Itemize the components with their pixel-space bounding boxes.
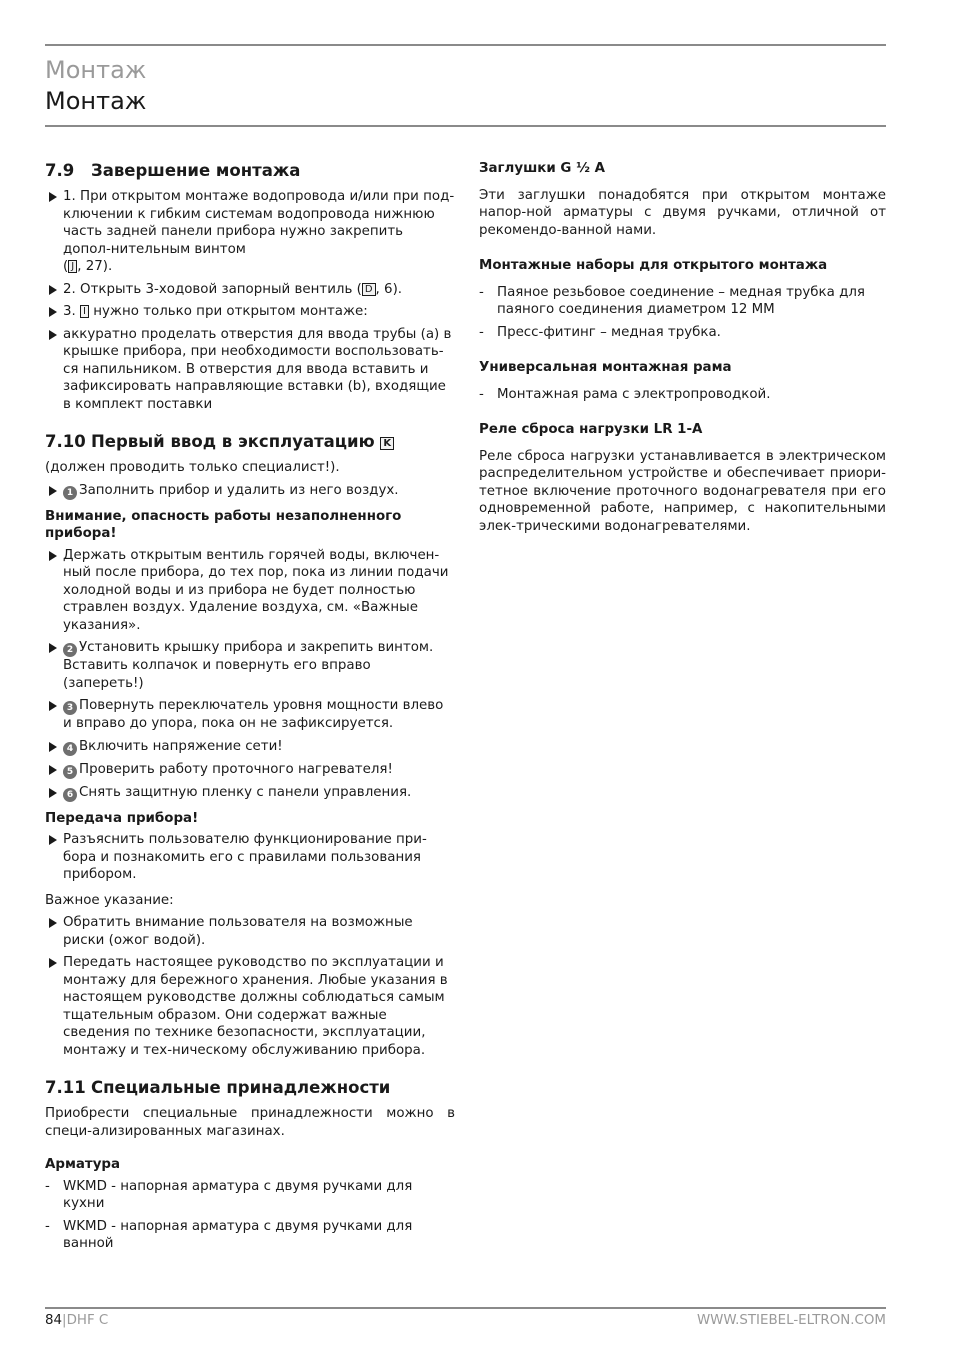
kits-heading: Монтажные наборы для открытого монтажа: [479, 258, 828, 273]
list-item: 1. При открытом монтаже водопровода и/или при под-ключении к гибким системам водопровода нижнюю часть задней панели прибора нужно закрепить допол-нительным винтом ( J , 27).: [45, 188, 455, 276]
list-item: - Пресс-фитинг – медная трубка.: [479, 324, 721, 340]
list-item: 2. Открыть 3-ходовой запорный вентиль ( D , 6).: [45, 281, 455, 299]
plugs-text: Эти заглушки понадобятся при открытом монтаже напор-ной арматуры с двумя ручками, отличной от рекомендо-ванной нами.: [479, 187, 886, 238]
footer-separator: |: [62, 1313, 67, 1328]
section-title: Монтаж: [45, 87, 147, 115]
list-important: [45, 914, 455, 1059]
step-number-2: 2: [63, 643, 77, 657]
step-number-1: 1: [63, 486, 77, 500]
header-rule-bottom: [45, 125, 886, 127]
footer-rule: [45, 1307, 886, 1309]
step-number-4: 4: [63, 742, 77, 756]
warning-heading: Внимание, опасность работы незаполненного прибора!: [45, 508, 402, 541]
figure-ref-box: J: [68, 260, 77, 273]
list-frame: [479, 386, 886, 404]
list-7-9: [45, 188, 455, 413]
handover-heading: Передача прибора!: [45, 810, 199, 826]
list-item: - Паяное резьбовое соединение – медная трубка для паяного соединения диаметром 12 MM: [479, 284, 865, 317]
left-column: [45, 160, 455, 1258]
list-item: 6 Снять защитную пленку с панели управления.: [45, 784, 455, 802]
footer-url: WWW.STIEBEL-ELTRON.COM: [696, 1313, 886, 1328]
plugs-heading: Заглушки G ½ A: [479, 161, 605, 176]
step-number-5: 5: [63, 765, 77, 779]
list-handover: [45, 831, 455, 884]
list-item: аккуратно проделать отверстия для ввода трубы (a) в крышке прибора, при необходимости воспользовать-ся напильником. В отверстия для ввода вставить и зафиксировать направляющие вставки (b), входящие в комплект поставки: [45, 326, 455, 414]
frame-heading: Универсальная монтажная рама: [479, 360, 732, 375]
list-kits: [479, 284, 886, 342]
list-armatura: [45, 1178, 455, 1253]
section-title-gray: Монтаж: [45, 56, 147, 84]
armatura-heading: Арматура: [45, 1157, 121, 1172]
list-item: - Монтажная рама с электропроводкой.: [479, 386, 771, 402]
relay-text: Реле сброса нагрузки устанавливается в электрическом распределительном устройстве и обеспечивает приори-тетное включение проточного водонагревателя при его одновременной работе, например, с накопительными элек-трическими водонагревателями.: [479, 448, 886, 534]
right-column: [479, 160, 886, 540]
heading-7-10: 7.10 Первый ввод в эксплуатацию K: [45, 431, 455, 453]
step-number-6: 6: [63, 788, 77, 802]
heading-7-11: 7.11 Специальные принадлежности: [45, 1078, 391, 1097]
list-item: 3. I нужно только при открытом монтаже:: [45, 303, 455, 321]
page-number: 84: [45, 1313, 63, 1328]
accessories-intro: Приобрести специальные принадлежности можно в специ-ализированных магазинах.: [45, 1106, 455, 1139]
list-7-10b: [45, 547, 455, 802]
note-text: (должен проводить только специалист!).: [45, 460, 340, 475]
list-item: 5 Проверить работу проточного нагревателя!: [45, 761, 455, 779]
list-item: Передать настоящее руководство по эксплуатации и монтажу для бережного хранения. Любые указания в настоящем руководстве должны соблюдаться самым тщательным образом. Они содержат важные сведения по технике безопасности, эксплуатации, монтажу и тех-ническому обслуживанию прибора.: [45, 954, 455, 1059]
figure-ref-box: D: [362, 283, 376, 296]
list-7-10a: [45, 482, 455, 500]
list-item: Держать открытым вентиль горячей воды, включен-ный после прибора, до тех пор, пока из линии подачи холодной воды и из прибора не будет полностью стравлен воздух. Удаление воздуха, см. «Важные указания».: [45, 547, 455, 635]
list-item: Обратить внимание пользователя на возможные риски (ожог водой).: [45, 914, 455, 949]
footer-left: [45, 1312, 108, 1330]
step-number-3: 3: [63, 701, 77, 715]
important-note-label: Важное указание:: [45, 892, 174, 908]
list-item: - WKMD - напорная арматура с двумя ручками для ванной: [45, 1218, 413, 1251]
model-name: DHF C: [66, 1313, 109, 1328]
list-item: 4 Включить напряжение сети!: [45, 738, 455, 756]
figure-ref-box: I: [80, 305, 89, 318]
relay-heading: Реле сброса нагрузки LR 1-A: [479, 422, 703, 437]
figure-ref-box: K: [380, 437, 394, 450]
list-item: Разъяснить пользователю функционирование при-бора и познакомить его с правилами пользования прибором.: [45, 831, 455, 884]
list-item: 3 Повернуть переключатель уровня мощности влево и вправо до упора, пока он не зафиксируется.: [45, 697, 455, 733]
list-item: - WKMD - напорная арматура с двумя ручками для кухни: [45, 1178, 413, 1211]
header-rule-top: [45, 44, 886, 46]
list-item: 2 Установить крышку прибора и закрепить винтом. Вставить колпачок и повернуть его вправо (запереть!): [45, 639, 455, 692]
heading-7-9: 7.9 Завершение монтажа: [45, 161, 301, 180]
list-item: 1 Заполнить прибор и удалить из него воздух.: [45, 482, 455, 500]
